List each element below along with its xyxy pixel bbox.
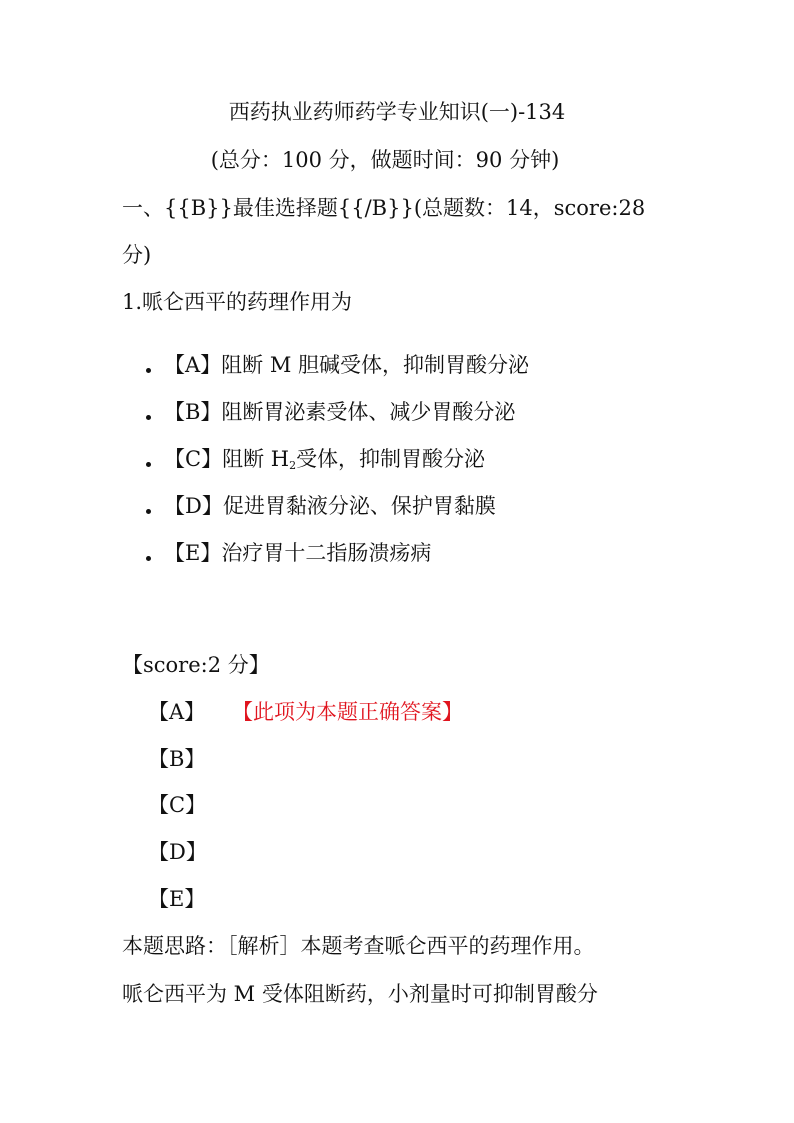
answer-d: 【D】: [148, 840, 207, 864]
answer-a: 【A】: [148, 700, 206, 724]
answer-c: 【C】: [148, 793, 207, 817]
section-heading: 一、{{B}}最佳选择题{{/B}}(总题数：14，score:28: [122, 196, 646, 220]
option-b: 【B】阻断胃泌素受体、减少胃酸分泌: [164, 400, 516, 424]
bullet-icon: [146, 509, 151, 514]
page-title: 西药执业药师药学专业知识(一)-134: [228, 100, 566, 124]
score-label: 【score:2 分】: [122, 653, 270, 677]
option-a: 【A】阻断 M 胆碱受体，抑制胃酸分泌: [164, 353, 530, 377]
answer-b: 【B】: [148, 747, 206, 771]
analysis-text: 本题思路：［解析］本题考查哌仑西平的药理作用。: [122, 934, 595, 958]
analysis-text-cont: 哌仑西平为 M 受体阻断药，小剂量时可抑制胃酸分: [122, 982, 598, 1006]
answer-e: 【E】: [148, 887, 206, 911]
exam-meta: (总分：100 分，做题时间：90 分钟): [210, 148, 560, 172]
question-stem: 1.哌仑西平的药理作用为: [122, 290, 353, 314]
bullet-icon: [146, 462, 151, 467]
bullet-icon: [146, 415, 151, 420]
correct-answer-note: 【此项为本题正确答案】: [232, 700, 463, 724]
section-heading-cont: 分): [122, 243, 152, 267]
option-c: 【C】阻断 $H_2$受体，抑制胃酸分泌: [164, 447, 486, 472]
option-d: 【D】促进胃黏液分泌、保护胃黏膜: [164, 494, 496, 518]
option-e: 【E】治疗胃十二指肠溃疡病: [164, 541, 432, 565]
bullet-icon: [146, 368, 151, 373]
bullet-icon: [146, 556, 151, 561]
